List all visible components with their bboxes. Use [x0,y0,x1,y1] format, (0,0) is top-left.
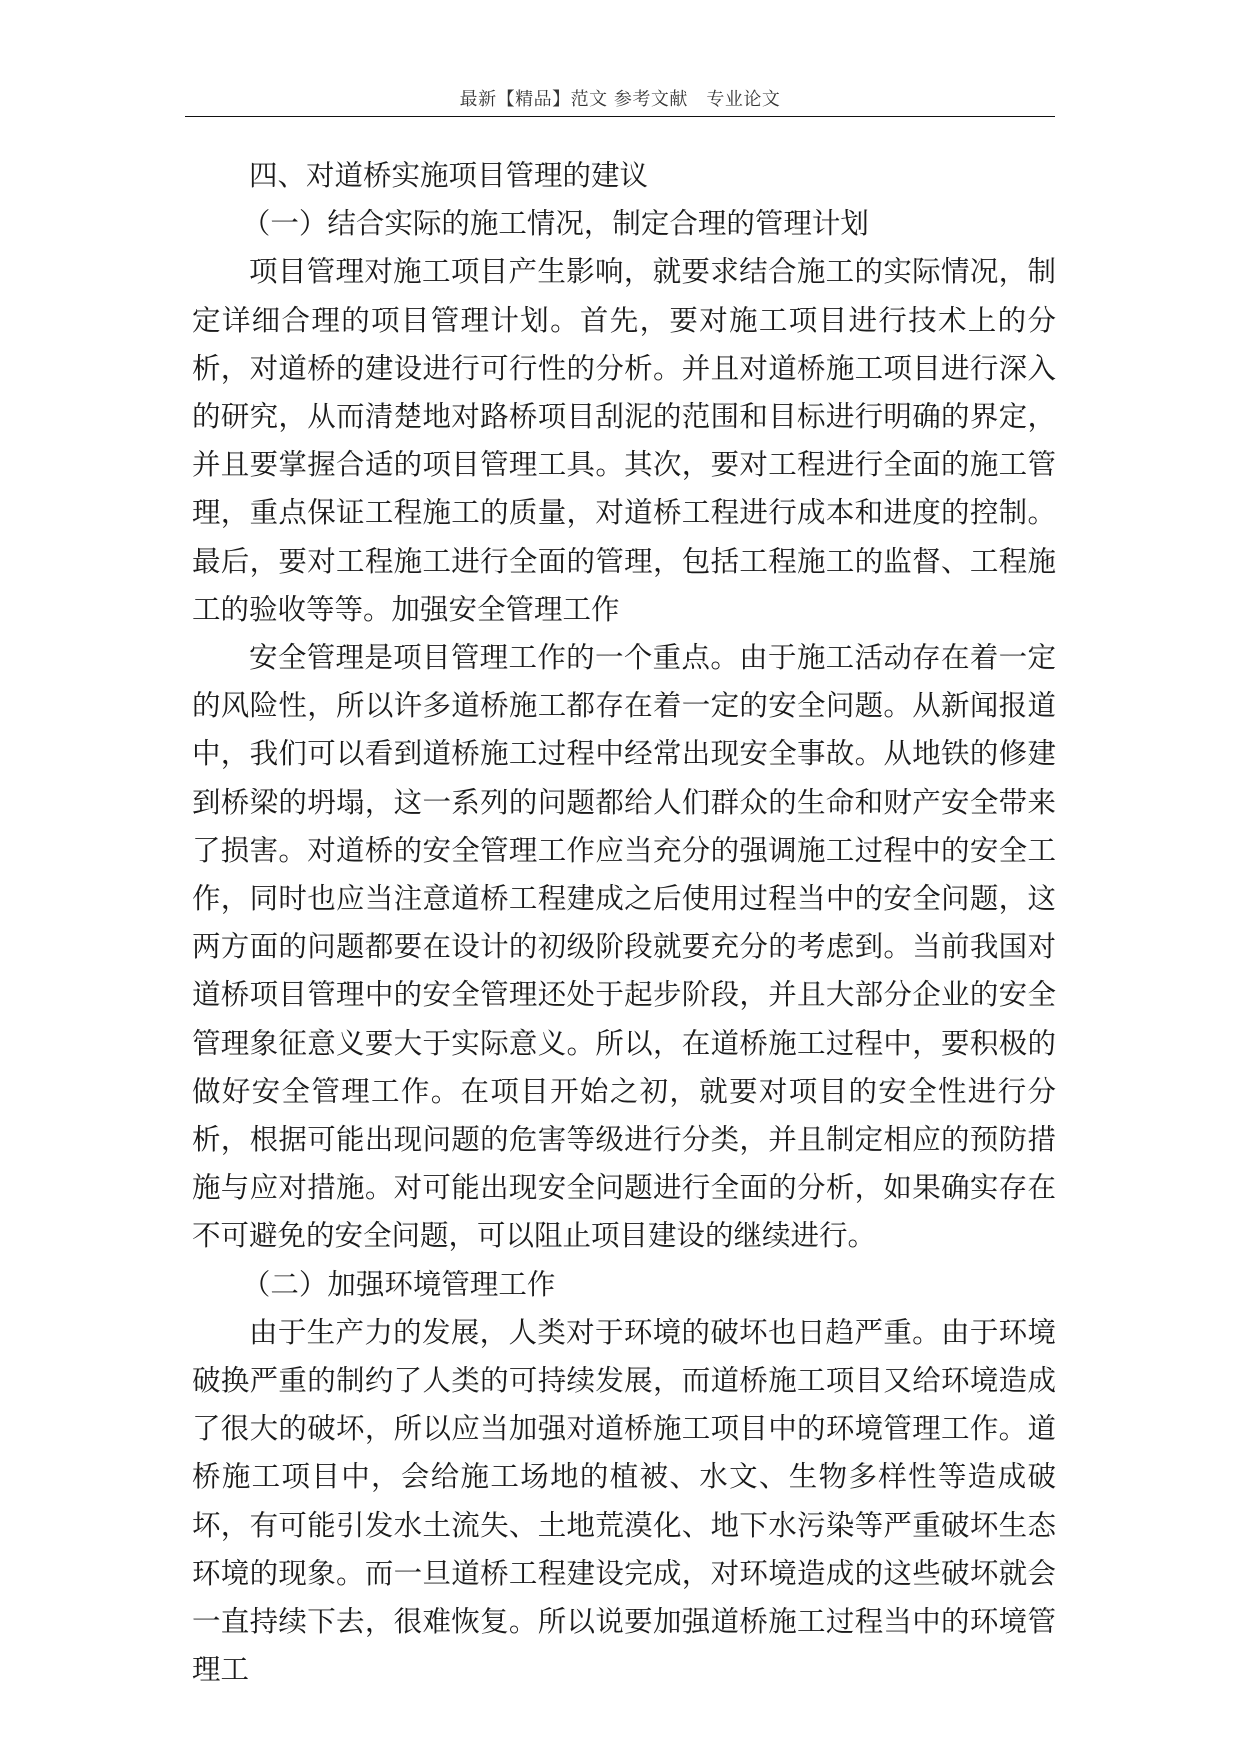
page-header: 最新【精品】范文 参考文献 专业论文 [459,89,781,110]
header-rule [185,116,1055,117]
paragraph-1: 项目管理对施工项目产生影响，就要求结合施工的实际情况，制定详细合理的项目管理计划。首先，要对施工项目进行技术上的分析，对道桥的建设进行可行性的分析。并且对道桥施工项目进行深入的研究，从而清楚地对路桥项目刮泥的范围和目标进行明确的界定，并且要掌握合适的项目管理工具。其次，要对工程进行全面的施工管理，重点保证工程施工的质量，对道桥工程进行成本和进度的控制。最后，要对工程施工进行全面的管理，包括工程施工的监督、工程施工的验收等等。加强安全管理工作 [192,255,1056,626]
document-body [192,152,1056,1695]
subsection-title-2: （二）加强环境管理工作 [241,1267,556,1301]
section-title: 四、对道桥实施项目管理的建议 [249,159,649,192]
subsection-title-1: （一）结合实际的施工情况，制定合理的管理计划 [241,207,869,241]
paragraph-3: 由于生产力的发展，人类对于环境的破坏也日趋严重。由于环境破换严重的制约了人类的可持续发展，而道桥施工项目又给环境造成了很大的破坏，所以应当加强对道桥施工项目中的环境管理工作。道桥施工项目中，会给施工场地的植被、水文、生物多样性等造成破坏，有可能引发水土流失、土地荒漠化、地下水污染等严重破坏生态环境的现象。而一旦道桥工程建设完成，对环境造成的这些破坏就会一直持续下去，很难恢复。所以说要加强道桥施工过程当中的环境管理工 [192,1315,1056,1687]
paragraph-2: 安全管理是项目管理工作的一个重点。由于施工活动存在着一定的风险性，所以许多道桥施工都存在着一定的安全问题。从新闻报道中，我们可以看到道桥施工过程中经常出现安全事故。从地铁的修建到桥梁的坍塌，这一系列的问题都给人们群众的生命和财产安全带来了损害。对道桥的安全管理工作应当充分的强调施工过程中的安全工作，同时也应当注意道桥工程建成之后使用过程当中的安全问题，这两方面的问题都要在设计的初级阶段就要充分的考虑到。当前我国对道桥项目管理中的安全管理还处于起步阶段，并且大部分企业的安全管理象征意义要大于实际意义。所以，在道桥施工过程中，要积极的做好安全管理工作。在项目开始之初，就要对项目的安全性进行分析，根据可能出现问题的危害等级进行分类，并且制定相应的预防措施与应对措施。对可能出现安全问题进行全面的分析，如果确实存在不可避免的安全问题，可以阻止项目建设的继续进行。 [192,641,1056,1253]
